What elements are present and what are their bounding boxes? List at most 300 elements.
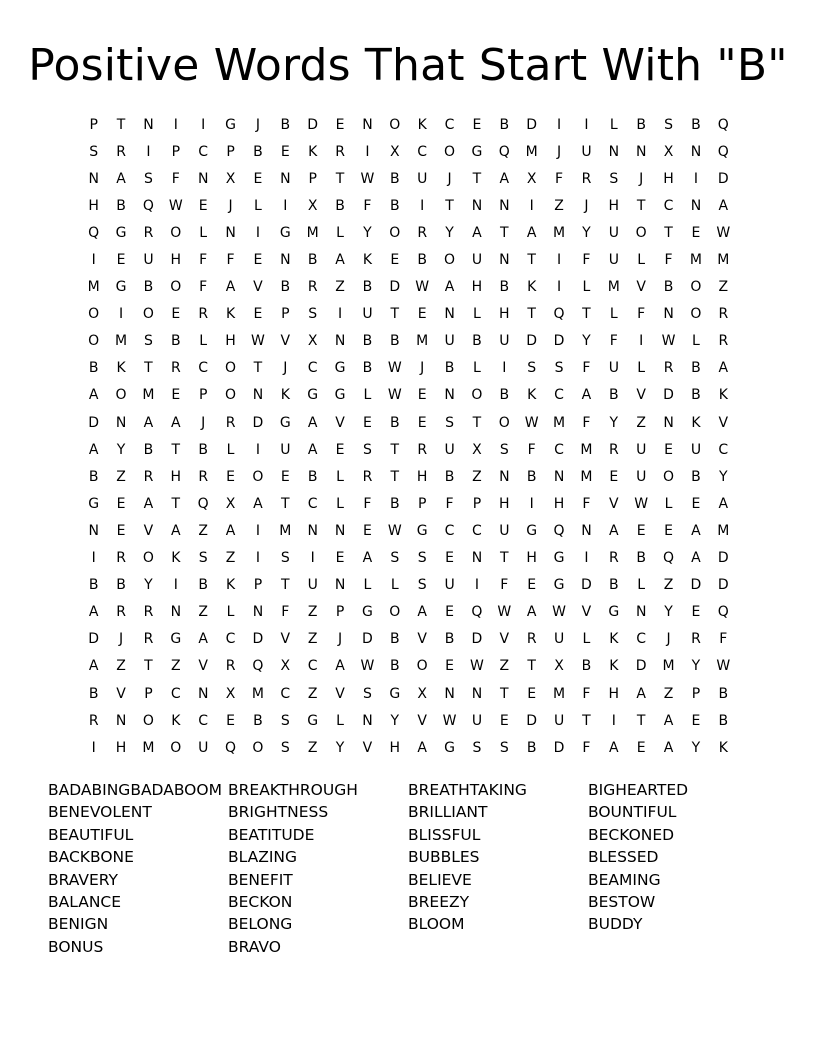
grid-letter: R [663,360,674,377]
grid-letter: L [336,495,344,512]
grid-letter: J [283,360,288,377]
grid-letter: D [252,631,264,648]
grid-letter: O [142,712,154,729]
grid-letter: B [362,279,373,296]
grid-letter: X [225,685,236,702]
grid-letter: O [225,387,237,404]
grid-letter: A [335,252,345,269]
grid-letter: B [691,468,701,485]
word-list-item: BLOOM [408,915,465,934]
grid-letter: T [500,550,509,567]
grid-letter: N [553,468,565,485]
grid-letter: P [89,116,98,133]
grid-letter: L [254,197,262,214]
grid-letter: W [716,224,731,241]
word-list-item: BENEVOLENT [48,803,152,822]
grid-letter: O [170,279,182,296]
grid-letter: M [553,224,566,241]
grid-letter: W [415,279,430,296]
grid-letter: P [226,143,235,160]
grid-letter: F [171,170,180,187]
grid-letter: K [362,252,373,269]
grid-letter: A [663,712,674,729]
grid-letter: A [526,224,537,241]
grid-letter: D [526,333,538,350]
grid-letter: S [143,170,153,187]
grid-letter: T [144,360,153,377]
word-list-item: BESTOW [588,893,656,912]
grid-letter: O [663,468,675,485]
grid-letter: Q [717,116,729,133]
grid-letter: T [390,441,400,458]
grid-letter: V [335,685,345,702]
grid-letter: Q [553,522,565,539]
grid-letter: I [584,116,589,133]
grid-letter: W [442,712,457,729]
grid-letter: E [691,495,701,512]
grid-row [80,355,737,382]
grid-letter: I [173,116,178,133]
grid-letter: G [334,360,346,377]
grid-letter: T [500,224,509,241]
grid-letter: A [526,604,537,621]
grid-row [80,653,737,680]
grid-letter: E [691,224,701,241]
grid-letter: H [499,306,510,323]
word-list-item: BEAMING [588,870,661,889]
grid-letter: E [116,522,126,539]
grid-letter: L [582,279,591,296]
grid-letter: Y [445,224,454,241]
grid-letter: P [198,387,208,404]
grid-letter: R [362,468,373,485]
grid-letter: Q [142,197,154,214]
grid-letter: I [584,550,589,567]
word-list-item: BREATHTAKING [408,781,527,799]
grid-letter: P [335,604,345,621]
grid-letter: F [363,495,372,512]
grid-letter: T [281,495,290,512]
grid-letter: R [691,631,701,648]
grid-letter: B [390,333,400,350]
grid-row [80,517,737,544]
grid-letter: L [199,333,208,350]
word-list-item: BOUNTIFUL [588,803,677,822]
grid-letter: N [499,252,510,269]
grid-letter: R [608,550,619,567]
word-list-item: BADABINGBADABOOM [48,781,222,799]
grid-letter: A [417,739,427,756]
grid-letter: O [471,387,483,404]
word-list-item: BENIGN [48,915,109,934]
grid-letter: E [664,441,673,458]
grid-letter: J [420,360,425,377]
grid-letter: V [581,604,592,621]
grid-letter: B [472,333,482,350]
grid-letter: G [389,685,401,702]
grid-letter: B [718,685,729,702]
grid-letter: N [362,712,373,729]
grid-letter: S [390,550,400,567]
grid-letter: B [171,333,181,350]
grid-letter: M [115,333,128,350]
grid-letter: O [389,116,401,133]
grid-letter: B [691,360,701,377]
grid-letter: V [116,685,126,702]
grid-letter: B [198,577,208,594]
grid-letter: S [554,360,564,377]
grid-letter: R [170,360,181,377]
word-list-column [48,779,228,958]
grid-letter: A [88,658,99,675]
grid-letter: E [116,495,126,512]
grid-letter: O [690,279,702,296]
grid-row [80,328,737,355]
grid-row [80,165,737,192]
grid-letter: W [524,414,539,431]
grid-letter: P [171,143,181,160]
grid-letter: M [251,685,264,702]
grid-letter: S [664,116,673,133]
grid-letter: D [635,658,647,675]
grid-letter: O [142,550,154,567]
grid-letter: I [611,712,616,729]
grid-letter: O [498,414,510,431]
grid-letter: D [88,631,100,648]
grid-letter: B [609,387,619,404]
grid-letter: H [416,468,428,485]
grid-letter: W [360,658,375,675]
grid-letter: S [280,739,290,756]
grid-letter: U [608,252,619,269]
grid-letter: Z [116,468,126,485]
word-list-item: BACKBONE [48,848,134,867]
grid-letter: M [87,279,100,296]
grid-letter: O [252,468,264,485]
grid-letter: Y [664,604,673,621]
grid-letter: Z [335,279,345,296]
grid-letter: A [307,414,318,431]
word-list-item: BRIGHTNESS [228,803,329,822]
grid-letter: W [552,604,566,621]
grid-letter: H [471,279,483,296]
grid-letter: D [553,333,565,350]
grid-letter: D [717,170,729,187]
grid-letter: G [608,604,620,621]
grid-letter: H [608,685,620,702]
grid-letter: X [554,658,564,675]
grid-letter: V [143,522,154,539]
grid-letter: V [198,658,208,675]
grid-letter: M [662,658,675,675]
grid-letter: A [171,522,181,539]
grid-letter: A [609,739,619,756]
grid-letter: Y [609,414,619,431]
grid-letter: B [88,685,99,702]
grid-letter: Y [335,739,345,756]
grid-letter: B [444,631,455,648]
grid-letter: V [362,739,373,756]
word-list-item: BECKON [228,893,293,912]
grid-letter: B [499,279,510,296]
grid-letter: F [281,604,290,621]
grid-letter: O [115,387,127,404]
grid-letter: R [143,631,154,648]
grid-letter: N [88,522,99,539]
grid-letter: A [253,495,263,512]
grid-letter: H [225,333,236,350]
grid-letter: Z [718,279,729,296]
grid-letter: W [470,658,484,675]
grid-letter: J [556,143,562,160]
grid-letter: I [146,143,151,160]
grid-letter: B [417,252,427,269]
grid-letter: P [253,577,263,594]
word-list-column [228,779,408,958]
grid-letter: J [447,170,452,187]
grid-row [80,680,737,707]
grid-letter: N [635,604,647,621]
grid-letter: B [116,577,126,594]
grid-letter: N [170,604,182,621]
grid-letter: Q [663,550,675,567]
grid-letter: F [582,414,591,431]
grid-letter: R [417,224,428,241]
grid-letter: F [582,252,591,269]
grid-letter: N [307,522,318,539]
grid-letter: J [337,631,343,648]
grid-letter: R [225,414,236,431]
grid-letter: K [225,306,236,323]
grid-letter: A [225,279,236,296]
grid-letter: R [143,224,154,241]
grid-letter: B [362,333,373,350]
grid-letter: R [307,279,318,296]
grid-letter: E [253,170,263,187]
grid-letter: U [417,170,428,187]
grid-letter: B [280,279,291,296]
grid-letter: F [226,252,235,269]
grid-letter: X [225,495,236,512]
grid-letter: T [636,197,646,214]
grid-letter: O [444,252,456,269]
grid-letter: S [198,550,208,567]
grid-letter: E [226,712,235,729]
grid-letter: R [225,658,236,675]
grid-letter: F [719,631,728,648]
grid-letter: N [334,333,346,350]
grid-letter: A [691,550,701,567]
grid-letter: Q [197,495,209,512]
grid-letter: R [417,441,428,458]
grid-letter: V [718,414,729,431]
grid-letter: N [334,522,346,539]
grid-letter: W [387,360,402,377]
grid-letter: B [691,116,701,133]
grid-letter: Q [498,143,510,160]
grid-letter: T [527,658,536,675]
grid-letter: V [636,279,646,296]
grid-letter: U [499,333,510,350]
grid-letter: Y [116,441,126,458]
grid-letter: N [608,143,620,160]
grid-letter: Y [144,577,153,594]
word-list-item: BEATITUDE [228,825,315,844]
grid-letter: P [144,685,153,702]
grid-letter: E [253,252,263,269]
grid-letter: T [527,252,536,269]
grid-letter: T [253,360,263,377]
grid-letter: W [634,495,649,512]
grid-letter: K [718,739,728,756]
grid-letter: X [307,197,318,214]
grid-letter: J [584,197,589,214]
grid-letter: Z [636,414,646,431]
grid-letter: E [335,116,345,133]
grid-letter: N [88,170,99,187]
grid-letter: U [608,360,619,377]
grid-letter: E [527,577,537,594]
grid-letter: I [474,577,479,594]
grid-letter: X [390,143,400,160]
grid-letter: K [225,577,236,594]
grid-letter: I [255,522,260,539]
grid-letter: B [390,631,400,648]
grid-letter: M [416,333,429,350]
grid-letter: E [226,468,235,485]
grid-letter: U [690,441,702,458]
grid-letter: R [335,143,345,160]
grid-letter: M [142,739,155,756]
grid-letter: U [471,712,483,729]
grid-letter: J [201,414,206,431]
grid-letter: A [417,604,427,621]
grid-row [80,436,737,463]
grid-letter: S [445,414,454,431]
grid-letter: Z [198,522,208,539]
grid-letter: V [280,631,291,648]
grid-letter: B [444,468,455,485]
grid-letter: T [390,306,400,323]
grid-letter: Y [691,739,701,756]
grid-letter: I [693,170,698,187]
grid-letter: X [472,441,482,458]
word-list-item: BRILLIANT [408,803,488,822]
word-list-item: BIGHEARTED [588,781,689,799]
grid-row [80,219,737,246]
grid-letter: I [420,197,425,214]
grid-letter: R [608,441,619,458]
grid-letter: G [471,143,483,160]
grid-letter: R [88,712,99,729]
grid-letter: M [279,522,292,539]
grid-letter: N [499,197,510,214]
grid-letter: B [526,739,537,756]
grid-letter: U [444,333,455,350]
grid-row [80,545,737,572]
grid-letter: U [280,441,291,458]
grid-letter: B [335,197,345,214]
grid-letter: R [143,468,154,485]
word-list-item: BLISSFUL [408,825,481,844]
grid-letter: E [445,550,454,567]
grid-letter: C [198,143,209,160]
grid-letter: W [716,658,731,675]
grid-letter: C [718,441,729,458]
grid-letter: B [390,170,400,187]
grid-letter: F [582,739,591,756]
grid-letter: F [609,333,618,350]
grid-letter: Q [88,224,100,241]
grid-letter: N [471,197,483,214]
grid-letter: J [118,631,124,648]
grid-letter: G [307,712,319,729]
grid-row [80,301,737,328]
grid-letter: C [663,197,674,214]
grid-letter: M [553,414,566,431]
grid-letter: A [636,685,646,702]
word-list-item: BELIEVE [408,870,472,889]
grid-letter: M [306,224,319,241]
grid-letter: I [118,306,124,323]
grid-letter: C [417,143,428,160]
grid-letter: K [116,360,126,377]
grid-letter: I [255,441,260,458]
grid-letter: G [115,224,127,241]
grid-letter: N [581,522,592,539]
grid-letter: I [556,252,562,269]
grid-letter: B [280,116,291,133]
grid-letter: E [280,468,290,485]
grid-letter: B [116,197,126,214]
grid-row [80,463,737,490]
grid-letter: U [636,468,647,485]
grid-letter: Z [116,658,126,675]
grid-letter: L [609,116,618,133]
grid-letter: E [363,414,372,431]
grid-letter: S [362,685,372,702]
grid-row [80,734,737,761]
grid-letter: M [580,468,593,485]
grid-letter: I [283,197,288,214]
grid-letter: U [471,252,483,269]
grid-letter: I [91,739,96,756]
grid-letter: V [417,712,427,729]
grid-letter: B [636,116,646,133]
grid-row [80,274,737,301]
grid-letter: V [417,631,427,648]
grid-letter: V [609,495,619,512]
grid-letter: L [609,306,618,323]
grid-letter: G [279,224,291,241]
grid-letter: B [88,468,99,485]
grid-letter: M [689,252,702,269]
grid-letter: C [444,522,455,539]
grid-letter: G [115,279,127,296]
grid-letter: H [553,495,565,512]
grid-letter: E [171,387,181,404]
grid-letter: E [445,658,454,675]
grid-letter: C [554,387,564,404]
grid-letter: D [389,279,401,296]
word-list-item: BECKONED [588,825,675,844]
grid-letter: S [417,577,427,594]
grid-letter: K [171,712,181,729]
grid-letter: T [664,224,673,241]
grid-letter: N [444,685,455,702]
grid-letter: R [116,550,126,567]
grid-letter: E [499,712,509,729]
